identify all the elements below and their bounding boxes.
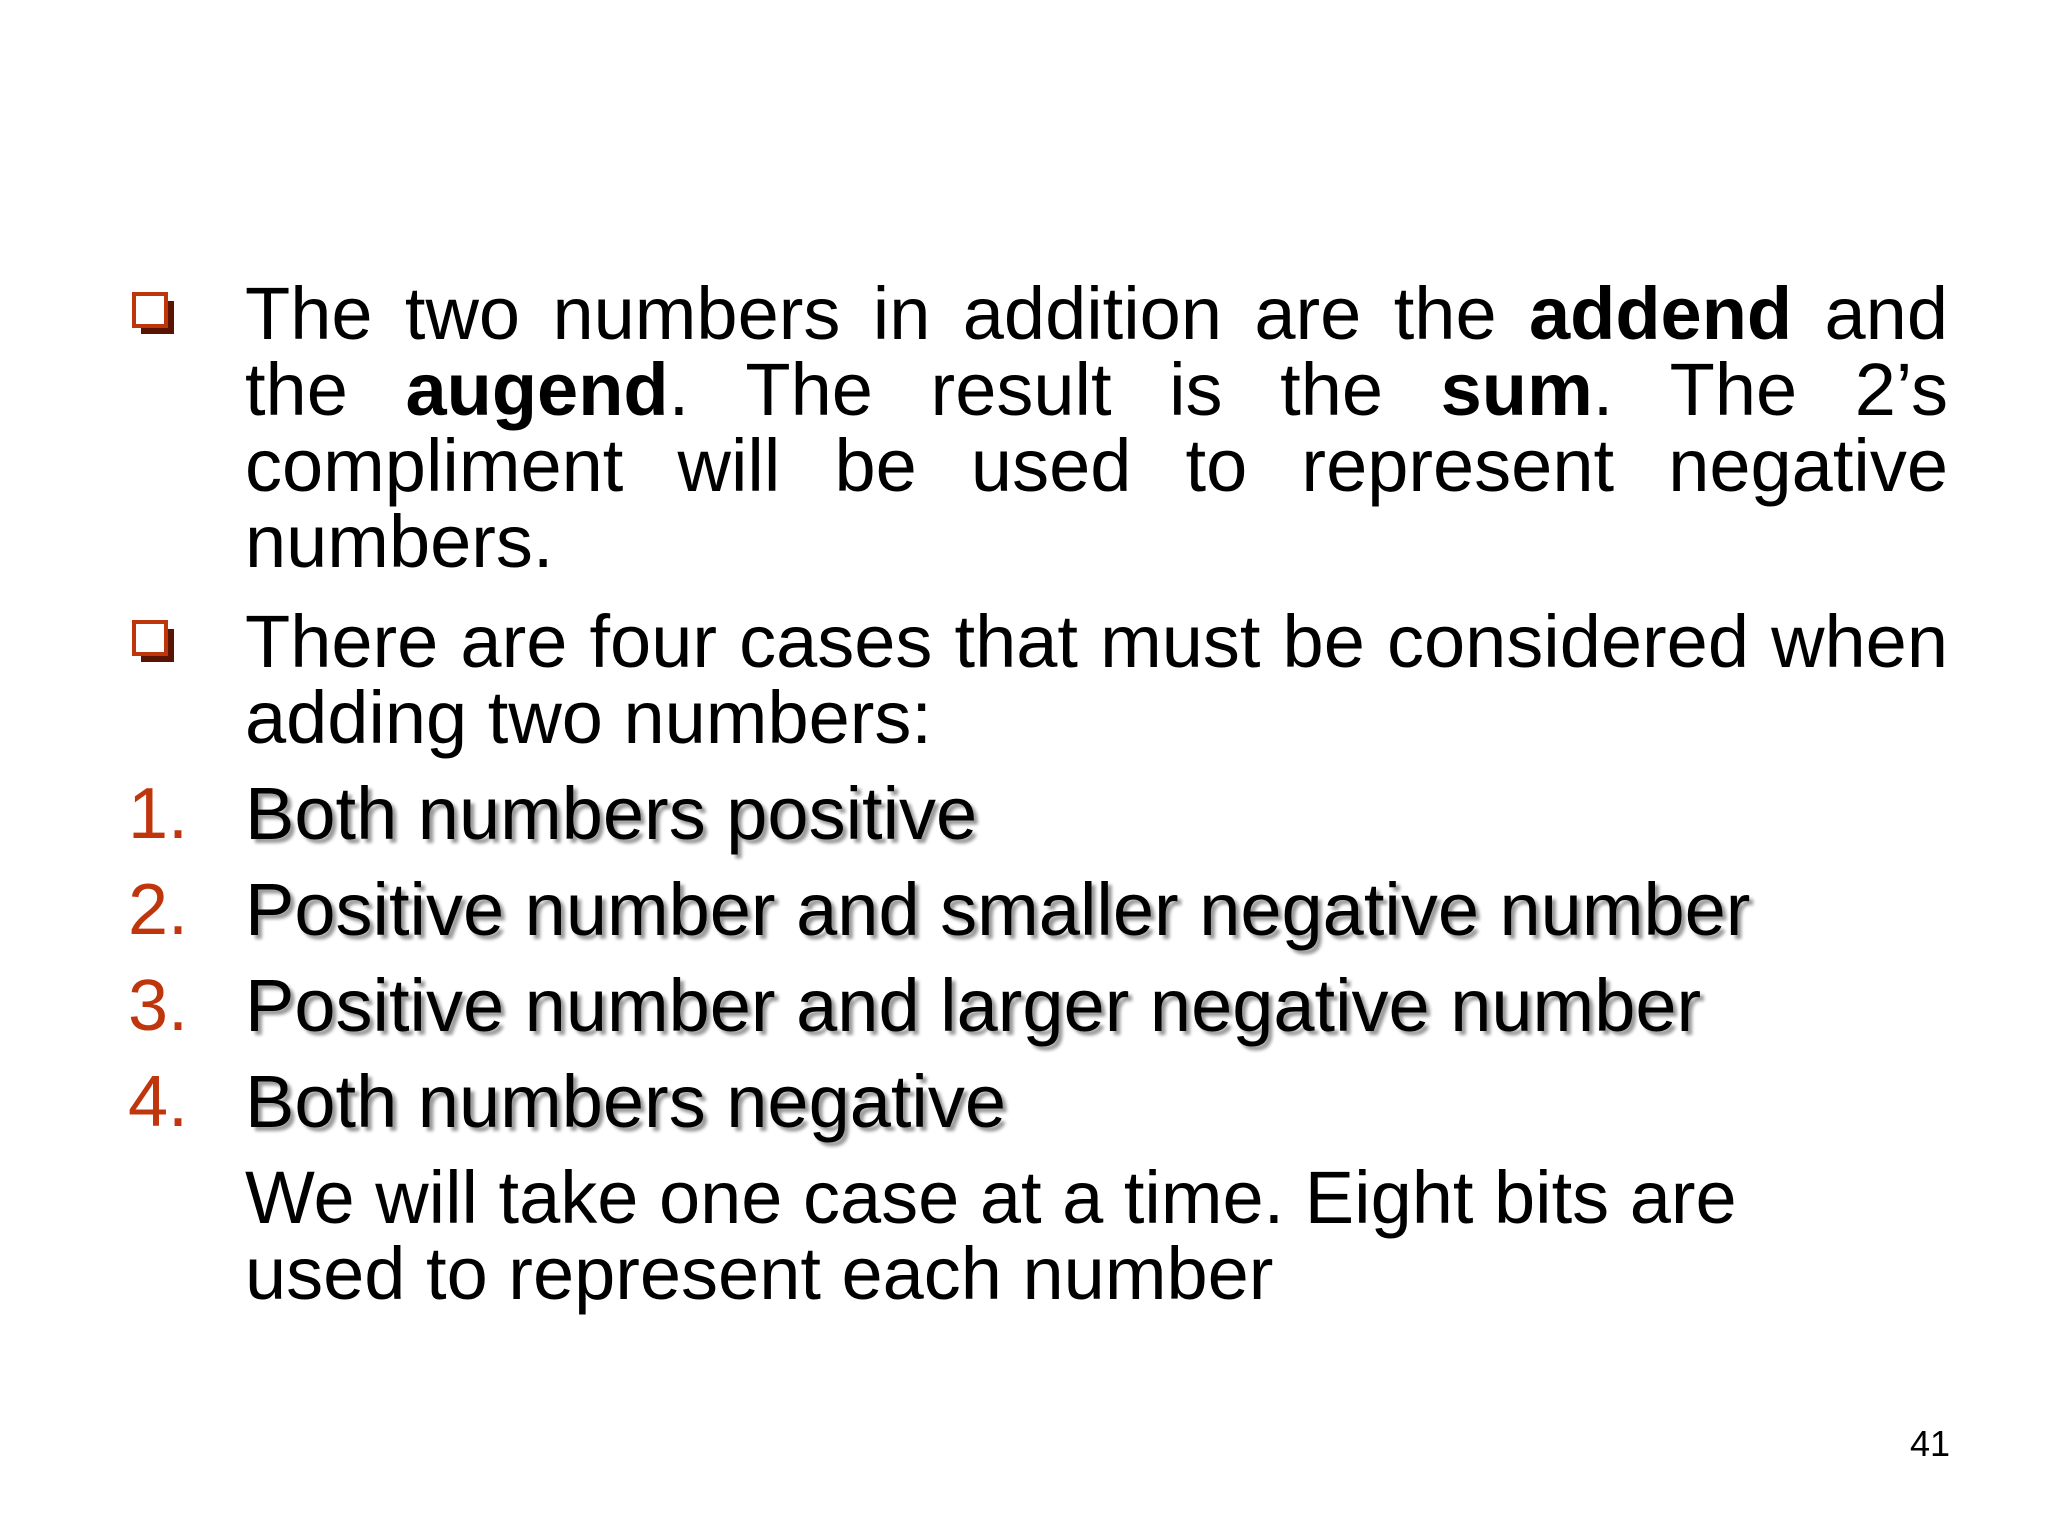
case-text: Both numbers positive	[245, 772, 978, 855]
term-augend: augend	[405, 348, 669, 431]
case-text: Positive number and smaller negative number	[245, 868, 1751, 951]
case-text: Positive number and larger negative number	[245, 964, 1702, 1047]
case-number: 3.	[128, 966, 189, 1046]
text-segment: and the	[245, 272, 1948, 431]
case-number: 4.	[128, 1062, 189, 1142]
checkbox-icon	[132, 620, 176, 664]
text-segment: . The result is the	[668, 348, 1441, 431]
bullet-text-definitions	[245, 272, 1948, 583]
case-number: 2.	[128, 870, 189, 950]
case-number: 1.	[128, 774, 189, 854]
page-number: 41	[1909, 1423, 1950, 1464]
term-sum: sum	[1440, 348, 1593, 431]
text-segment: . The 2’s compliment will be used to represent negative numbers.	[245, 348, 1948, 583]
term-addend: addend	[1529, 272, 1793, 355]
case-text: Both numbers negative	[245, 1060, 1007, 1143]
text-segment: The two numbers in addition are the	[245, 272, 1529, 355]
checkbox-icon	[132, 292, 176, 336]
note-text: We will take one case at a time. Eight bits are used to represent each number	[245, 1156, 1737, 1315]
bullet-text-cases-intro: There are four cases that must be considered when adding two numbers:	[245, 600, 1948, 759]
